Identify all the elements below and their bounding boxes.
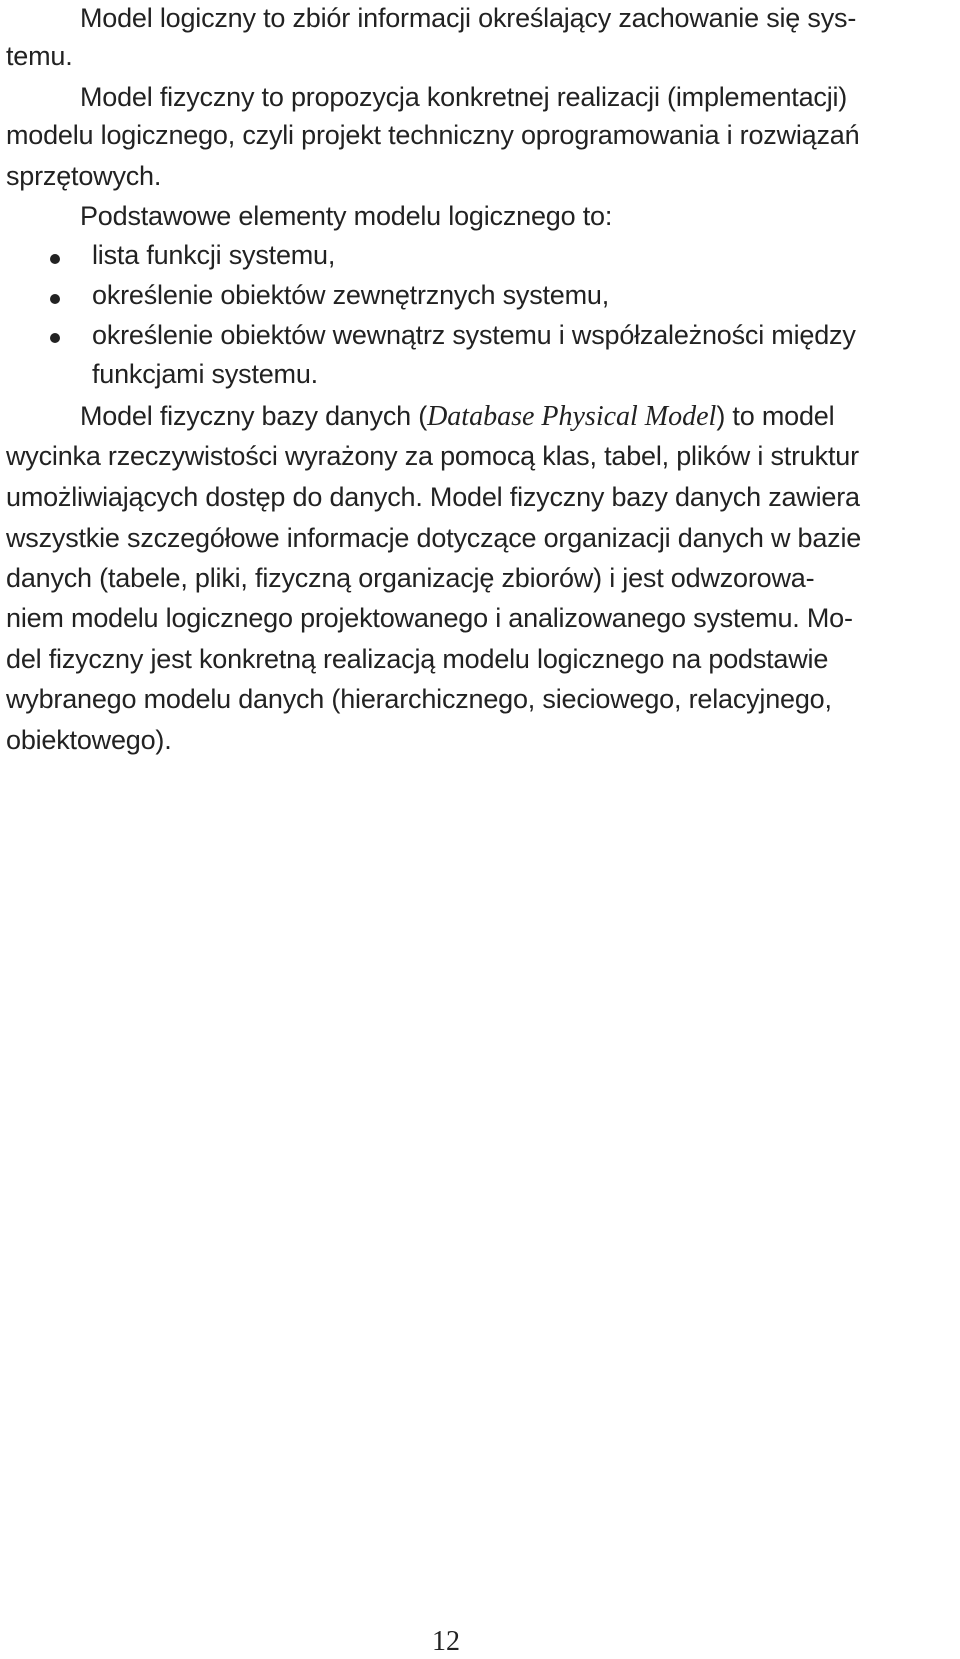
paragraph-3-line-8: wybranego modelu danych (hierarchicznego, sieciowego, relacyjnego, [6, 684, 832, 714]
bullet-icon [50, 294, 60, 304]
paragraph-2-line-1: Model fizyczny to propozycja konkretnej realizacji (implementacji) [80, 82, 848, 112]
bullet-item-1: lista funkcji systemu, [92, 240, 336, 270]
page-number: 12 [432, 1626, 460, 1657]
paragraph-1-line-1: Model logiczny to zbiór informacji określający zachowanie się sys- [80, 3, 857, 33]
paragraph-3-line-2: wycinka rzeczywistości wyrażony za pomocą klas, tabel, plików i struktur [6, 441, 859, 471]
bullet-icon [50, 254, 60, 264]
paragraph-3-line-1-prefix: Model fizyczny bazy danych ( [80, 401, 428, 431]
paragraph-3-line-3: umożliwiających dostęp do danych. Model fizyczny bazy danych zawiera [6, 482, 860, 512]
paragraph-3-line-6: niem modelu logicznego projektowanego i analizowanego systemu. Mo- [6, 603, 853, 633]
paragraph-2-line-2: modelu logicznego, czyli projekt techniczny oprogramowania i rozwiązań [6, 120, 860, 150]
paragraph-3-line-5: danych (tabele, pliki, fizyczną organizację zbiorów) i jest odwzorowa- [6, 563, 815, 593]
bullet-item-3: określenie obiektów wewnątrz systemu i współzależności między [92, 320, 856, 350]
bullet-icon [50, 333, 60, 343]
paragraph-1-line-2: temu. [6, 41, 73, 71]
list-intro: Podstawowe elementy modelu logicznego to: [80, 201, 613, 231]
paragraph-3-line-1-suffix: ) to model [716, 401, 835, 431]
bullet-item-3-continuation: funkcjami systemu. [92, 359, 318, 389]
paragraph-3-line-1 [80, 398, 834, 435]
paragraph-3-line-7: del fizyczny jest konkretną realizacją modelu logicznego na podstawie [6, 644, 829, 674]
paragraph-3-term-italic: Database Physical Model [427, 401, 717, 432]
bullet-item-2: określenie obiektów zewnętrznych systemu, [92, 280, 610, 310]
paragraph-3-line-9: obiektowego). [6, 725, 172, 755]
paragraph-3-line-4: wszystkie szczegółowe informacje dotyczące organizacji danych w bazie [6, 523, 862, 553]
paragraph-2-line-3: sprzętowych. [6, 161, 162, 191]
